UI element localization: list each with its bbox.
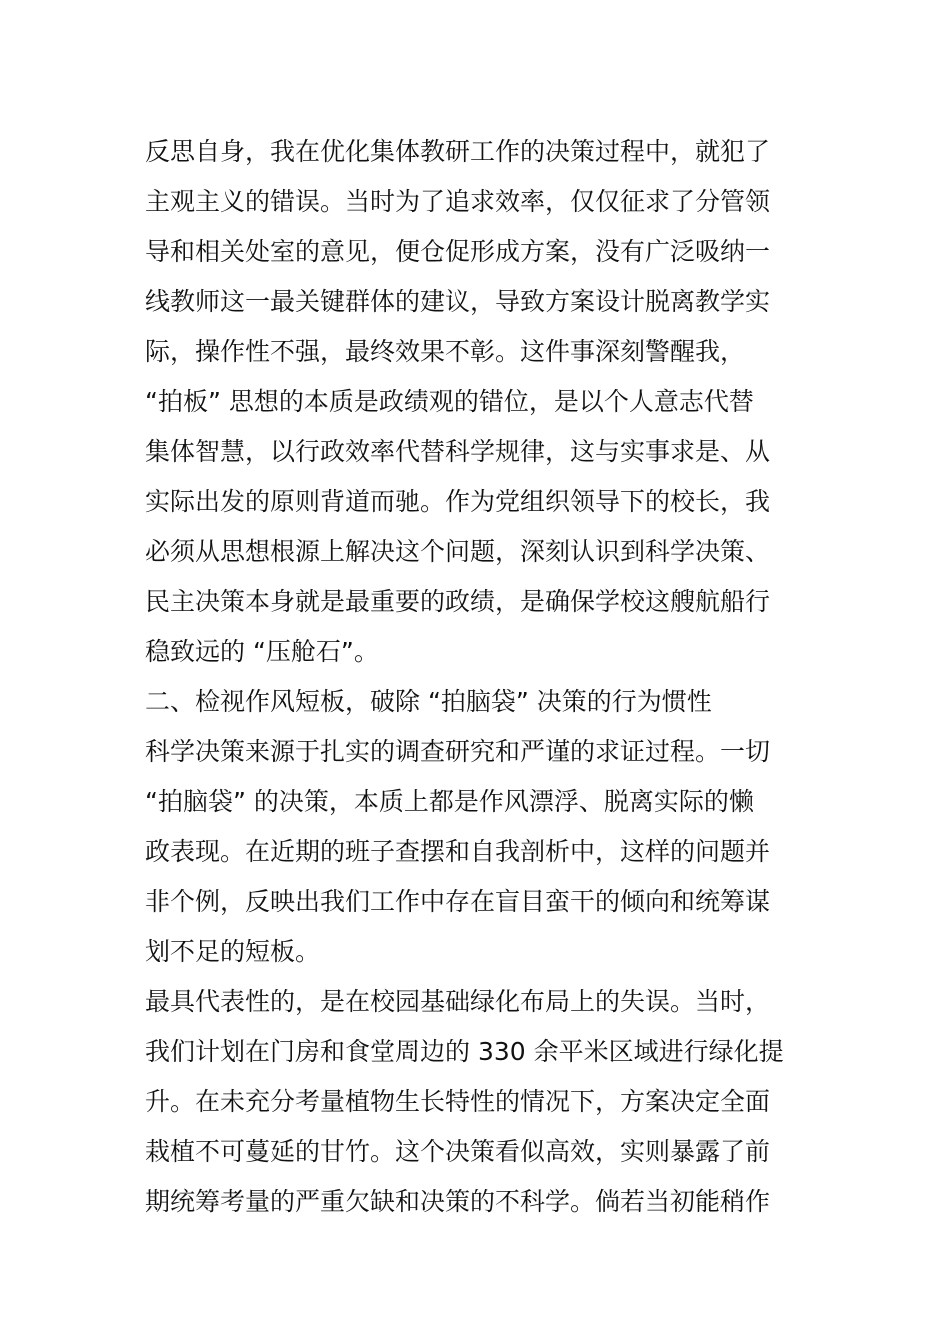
text-line: 反思自身，我在优化集体教研工作的决策过程中，就犯了 bbox=[145, 137, 771, 166]
text-line: 稳致远的 “压舱石”。 bbox=[145, 637, 379, 666]
text-line: 政表现。在近期的班子查摆和自我剖析中，这样的问题并 bbox=[145, 837, 771, 866]
text-line: 最具代表性的，是在校园基础绿化布局上的失误。当时， bbox=[145, 987, 771, 1016]
text-line: 集体智慧，以行政效率代替科学规律，这与实事求是、从 bbox=[145, 437, 771, 466]
text-line: 主观主义的错误。当时为了追求效率，仅仅征求了分管领 bbox=[145, 187, 771, 216]
text-line: 民主决策本身就是最重要的政绩，是确保学校这艘航船行 bbox=[145, 587, 771, 616]
section-heading: 二、检视作风短板，破除 “拍脑袋” 决策的行为惯性 bbox=[145, 687, 712, 716]
text-line: 期统筹考量的严重欠缺和决策的不科学。倘若当初能稍作 bbox=[145, 1187, 771, 1216]
text-line: 线教师这一最关键群体的建议，导致方案设计脱离教学实 bbox=[145, 287, 771, 316]
text-line: 科学决策来源于扎实的调查研究和严谨的求证过程。一切 bbox=[145, 737, 771, 766]
text-line: 我们计划在门房和食堂周边的 330 余平米区域进行绿化提 bbox=[145, 1037, 784, 1066]
text-line: 必须从思想根源上解决这个问题，深刻认识到科学决策、 bbox=[145, 537, 771, 566]
text-line: 划不足的短板。 bbox=[145, 937, 321, 966]
text-line: 非个例，反映出我们工作中存在盲目蛮干的倾向和统筹谋 bbox=[145, 887, 771, 916]
text-line: “拍脑袋” 的决策，本质上都是作风漂浮、脱离实际的懒 bbox=[145, 787, 754, 816]
text-line: “拍板” 思想的本质是政绩观的错位，是以个人意志代替 bbox=[145, 387, 754, 416]
body-text bbox=[145, 127, 815, 1227]
text-line: 际，操作性不强，最终效果不彰。这件事深刻警醒我， bbox=[145, 337, 746, 366]
text-line: 栽植不可蔓延的甘竹。这个决策看似高效，实则暴露了前 bbox=[145, 1137, 771, 1166]
text-line: 实际出发的原则背道而驰。作为党组织领导下的校长，我 bbox=[145, 487, 771, 516]
text-line: 升。在未充分考量植物生长特性的情况下，方案决定全面 bbox=[145, 1087, 771, 1116]
text-line: 导和相关处室的意见，便仓促形成方案，没有广泛吸纳一 bbox=[145, 237, 771, 266]
